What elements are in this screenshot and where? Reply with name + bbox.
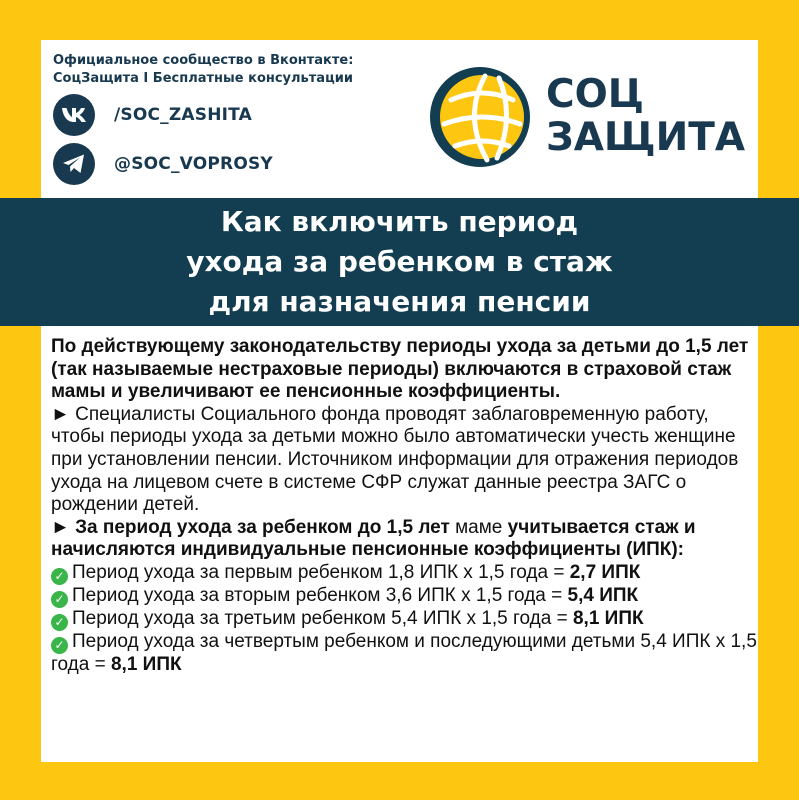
list-item-result: 2,7 ИПК xyxy=(569,561,641,583)
page-title xyxy=(0,202,799,322)
telegram-link[interactable] xyxy=(53,143,273,185)
body-text xyxy=(51,336,763,677)
list-item-text: Период ухода за третьим ребенком 5,4 ИПК x 1,5 года = xyxy=(72,607,573,629)
arrow-bullet-icon: ► xyxy=(51,403,70,425)
ipk-heading-mid: маме xyxy=(449,516,508,538)
check-icon: ✓ xyxy=(51,568,68,585)
globe-logo-icon xyxy=(427,64,533,170)
list-item xyxy=(51,562,763,585)
telegram-icon xyxy=(53,143,95,185)
list-item-text: Период ухода за вторым ребенком 3,6 ИПК x 1,5 года = xyxy=(72,584,568,606)
list-item-result: 8,1 ИПК xyxy=(572,607,644,629)
vk-link[interactable] xyxy=(53,94,252,136)
telegram-handle: @SOC_VOPROSY xyxy=(114,154,273,174)
title-line1: Как включить период xyxy=(220,205,579,238)
logo-text xyxy=(546,73,745,159)
title-line3: для назначения пенсии xyxy=(208,285,591,318)
check-icon: ✓ xyxy=(51,591,68,608)
intro-paragraph: По действующему законодательству периоды ухода за детьми до 1,5 лет (так называемые нестраховые периоды) включаются в страховой стаж мамы и увеличивают ее пенсионные коэффициенты. xyxy=(51,336,749,403)
ipk-heading-lead: За период ухода за ребенком до 1,5 лет xyxy=(75,516,450,538)
list-item xyxy=(51,631,763,677)
check-icon: ✓ xyxy=(51,637,68,654)
list-item xyxy=(51,608,763,631)
check-icon: ✓ xyxy=(51,614,68,631)
list-item-result: 5,4 ИПК xyxy=(567,584,639,606)
ipk-heading xyxy=(51,517,763,562)
title-line2: ухода за ребенком в стаж xyxy=(186,245,613,278)
title-banner xyxy=(0,198,799,326)
ipk-heading-tail: учитывается стаж и начисляются индивидуальные пенсионные коэффициенты (ИПК): xyxy=(51,516,696,561)
list-item-text: Период ухода за первым ребенком 1,8 ИПК x 1,5 года = xyxy=(72,561,570,583)
list-item-result: 8,1 ИПК xyxy=(110,653,182,675)
info-paragraph-text: Специалисты Социального фонда проводят заблаговременную работу, чтобы периоды ухода за детьми можно было автоматически учесть женщине при установлении пенсии. Источником информации для отражения периодов ухода на лицевом счете в системе СФР служат данные реестра ЗАГС о рождении детей. xyxy=(51,403,739,516)
list-item-text: Период ухода за четвертым ребенком и последующими детьми 5,4 ИПК x 1,5 года = xyxy=(51,630,757,675)
arrow-bullet-icon: ► xyxy=(51,516,70,538)
logo-line2: ЗАЩИТА xyxy=(546,115,746,160)
community-label xyxy=(53,52,433,88)
body-card xyxy=(41,326,758,762)
vk-icon xyxy=(53,94,95,136)
logo-line1: СОЦ xyxy=(546,72,644,117)
info-paragraph xyxy=(51,404,763,517)
community-label-line1: Официальное сообщество в Вконтакте: xyxy=(53,53,354,68)
community-label-line2: СоцЗащита I Бесплатные консультации xyxy=(53,71,353,86)
header-card xyxy=(41,40,758,198)
list-item xyxy=(51,585,763,608)
vk-handle: /SOC_ZASHITA xyxy=(114,105,252,125)
